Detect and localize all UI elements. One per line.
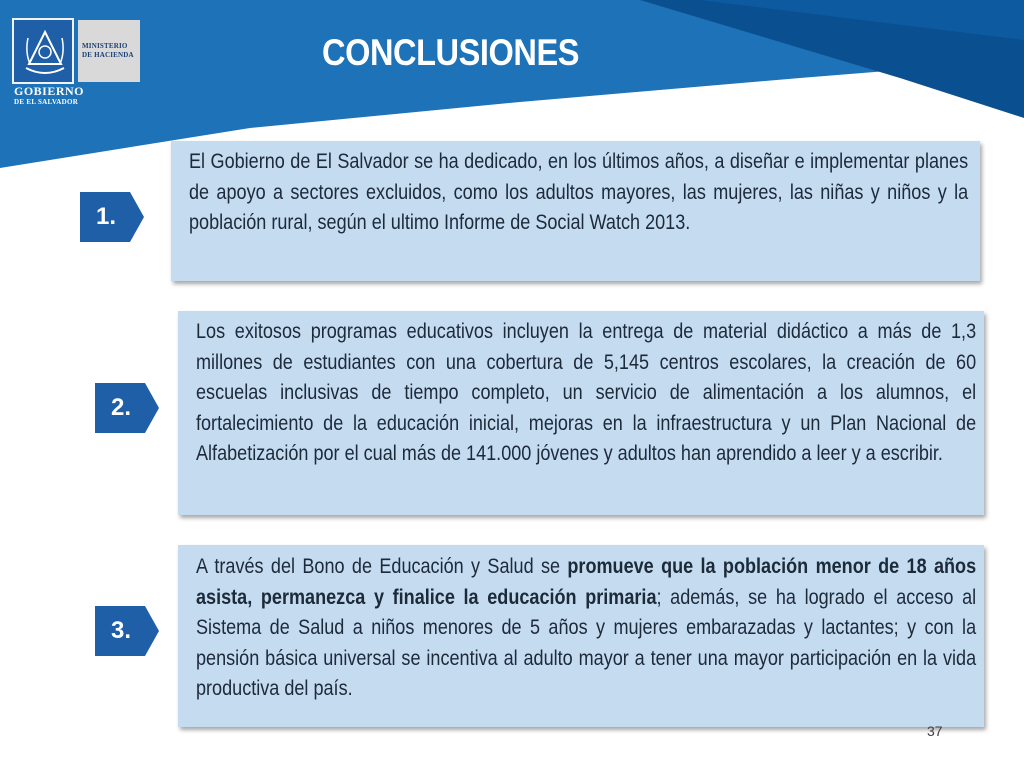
item-1-marker	[80, 192, 144, 242]
government-label	[14, 85, 84, 107]
government-line-1: GOBIERNO	[14, 84, 85, 98]
ministry-line-2: DE HACIENDA	[82, 51, 134, 59]
conclusion-text-1: El Gobierno de El Salvador se ha dedicado, en los últimos años, a diseñar e implementar planes de apoyo a sectores excluidos, como los adultos mayores, las mujeres, las niñas y niños y la población rural, según el ultimo Informe de Social Watch 2013.	[189, 150, 969, 234]
conclusion-box-2	[178, 311, 984, 515]
item-2-number: 2.	[110, 394, 131, 421]
conclusion-text-3	[196, 552, 976, 705]
conclusion-text-3-end: ; además, se ha logrado el acceso al Sistema de Salud a niños menores de 5 años y mujeres embarazadas y lactantes; y con la pensión básica universal se incentiva al adulto mayor a tener una mayor participación en la vida productiva del país.	[196, 585, 977, 700]
conclusion-box-1	[171, 141, 980, 281]
item-3-marker	[95, 606, 159, 656]
coat-of-arms-icon	[12, 18, 74, 84]
ministry-line-1: MINISTERIO	[82, 42, 128, 50]
conclusion-text-2: Los exitosos programas educativos incluyen la entrega de material didáctico a más de 1,3 millones de estudiantes con una cobertura de 5,145 centros escolares, la creación de 60 escuelas inclusivas de tiempo completo, un servicio de alimentación a los alumnos, el fortalecimiento de la educación inicial, mejoras en la infraestructura y un Plan Nacional de Alfabetización por el cual más de 141.000 jóvenes y adultos han aprendido a leer y a escribir.	[196, 320, 977, 465]
ministry-logo	[78, 20, 140, 82]
page-number: 37	[927, 723, 943, 739]
conclusion-box-3	[178, 545, 984, 727]
page-title: CONCLUSIONES	[322, 32, 580, 73]
government-line-2: DE EL SALVADOR	[14, 98, 79, 106]
item-3-number: 3.	[110, 617, 131, 644]
conclusion-text-3-start: A través del Bono de Educación y Salud se	[196, 555, 568, 578]
government-logo	[12, 18, 142, 86]
item-1-number: 1.	[95, 203, 116, 230]
conclusion-text-3-bold: promueve que la población menor de 18 años asista, permanezca y finalice la educación primaria	[196, 555, 977, 609]
item-2-marker	[95, 383, 159, 433]
